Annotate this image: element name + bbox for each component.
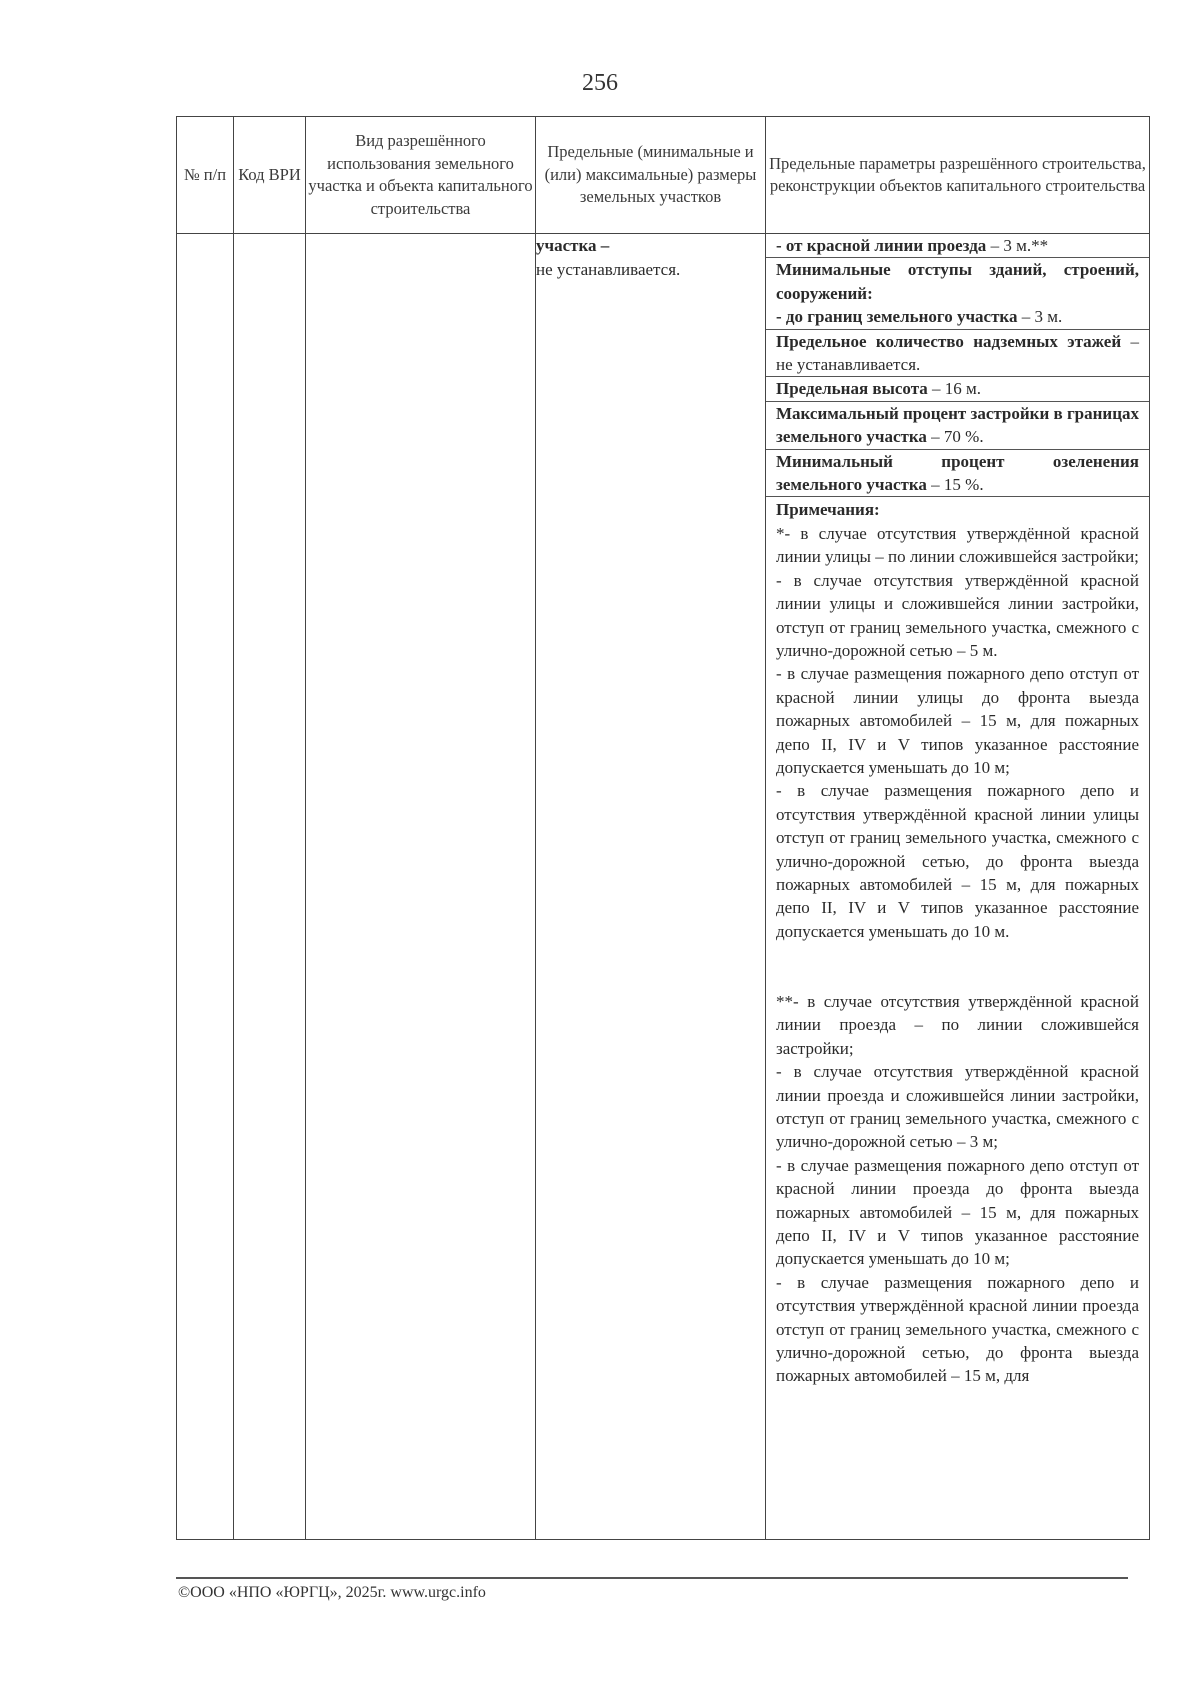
param-floors (766, 330, 1149, 378)
cell-code (234, 234, 306, 1540)
param-height (766, 377, 1149, 401)
page-number: 256 (582, 70, 618, 96)
param-value: – 3 м. (1017, 307, 1063, 327)
table-row (177, 234, 1150, 1540)
zoning-table (176, 116, 1150, 1540)
header-type: Вид разрешённого использования земельного участка и объекта капитального строительства (306, 117, 536, 234)
cell-params (766, 234, 1150, 1540)
cell-type (306, 234, 536, 1540)
param-value: – 3 м.** (986, 236, 1049, 255)
footer-divider (176, 1577, 1128, 1579)
notes-title: Примечания: (776, 500, 880, 520)
header-size: Предельные (минимальные и (или) максимальные) размеры земельных участков (536, 117, 766, 234)
header-code: Код ВРИ (234, 117, 306, 234)
note-paragraph: - в случае размещения пожарного депо и отсутствия утверждённой красной линии проезда отступ от границ земельного участка, смежного с улично-дорожной сетью, до фронта выезда пожарных автомобилей – 15 м, для (776, 1272, 1139, 1386)
note-paragraph: *- в случае отсутствия утверждённой красной линии улицы – по линии сложившейся застройки; (776, 523, 1139, 567)
note-paragraph: **- в случае отсутствия утверждённой красной линии проезда – по линии сложившейся застройки; (776, 991, 1139, 1058)
param-max-coverage (766, 402, 1149, 450)
param-label: Минимальные отступы зданий, строений, сооружений: (776, 260, 1139, 303)
param-label: Минимальный процент озеленения земельного участка (776, 451, 1139, 495)
header-num: № п/п (177, 117, 234, 234)
note-paragraph: - в случае отсутствия утверждённой красной линии проезда и сложившейся линии застройки, отступ от границ земельного участка, смежного с улично-дорожной сетью – 3 м; (776, 1062, 1139, 1152)
header-params: Предельные параметры разрешённого строительства, реконструкции объектов капитального строительства (766, 117, 1150, 234)
param-min-setbacks (766, 258, 1149, 329)
note-paragraph: - в случае отсутствия утверждённой красной линии улицы и сложившейся линии застройки, отступ от границ земельного участка, смежного с улично-дорожной сетью – 5 м. (776, 570, 1139, 660)
param-label: Предельное количество надземных этажей (776, 331, 1122, 351)
notes (766, 497, 1149, 1387)
size-cell-text: не устанавливается. (536, 259, 681, 279)
param-label: Максимальный процент застройки в границах земельного участка (776, 403, 1140, 447)
param-label: Предельная высота (776, 379, 928, 399)
param-min-greening (766, 450, 1149, 498)
note-paragraph: - в случае размещения пожарного депо отступ от красной линии проезда до фронта выезда пожарных автомобилей – 15 м, для пожарных депо II, IV и V типов указанное расстояние допускается уменьшать до 10 м; (776, 1155, 1139, 1269)
note-paragraph: - в случае размещения пожарного депо и отсутствия утверждённой красной линии улицы отступ от границ земельного участка, смежного с улично-дорожной сетью, до фронта выезда пожарных автомобилей – 15 м, для пожарных депо II, IV и V типов указанное расстояние допускается уменьшать до 10 м. (776, 781, 1139, 941)
table-header-row (177, 117, 1150, 234)
param-value: – 70 %. (926, 427, 984, 447)
size-cell-bold: участка – (536, 236, 610, 255)
param-label: - до границ земельного участка (776, 307, 1018, 327)
param-value: – 15 %. (926, 475, 984, 495)
param-value: – не устанавливается. (776, 331, 1140, 375)
footer-copyright: ©ООО «НПО «ЮРГЦ», 2025г. www.urgc.info (178, 1584, 486, 1601)
note-paragraph: - в случае размещения пожарного депо отступ от красной линии улицы до фронта выезда пожарных автомобилей – 15 м, для пожарных депо II, IV и V типов указанное расстояние допускается уменьшать до 10 м; (776, 664, 1139, 777)
cell-size (536, 234, 766, 1540)
param-value: – 16 м. (927, 379, 982, 399)
cell-num (177, 234, 234, 1540)
param-red-line-passage (766, 234, 1149, 258)
param-label: - от красной линии проезда (776, 236, 987, 255)
